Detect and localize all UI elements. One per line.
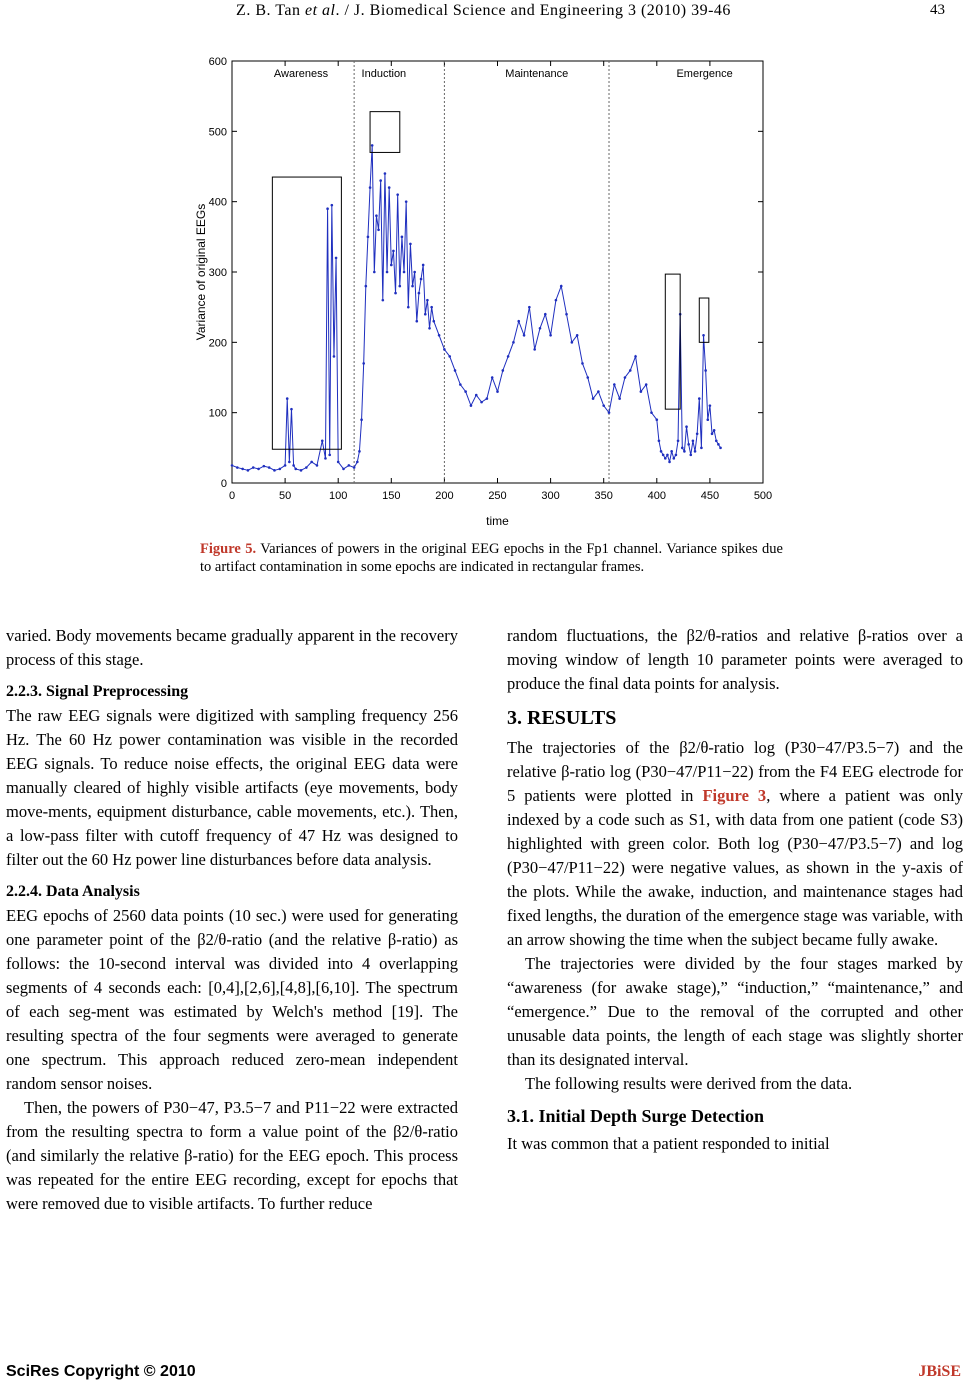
data-point	[432, 320, 435, 323]
data-point	[517, 320, 520, 323]
data-point	[640, 390, 643, 393]
section-heading-2-2-4: 2.2.4. Data Analysis	[6, 883, 140, 900]
data-point	[560, 285, 563, 288]
right-column	[507, 624, 963, 1156]
x-tick-label: 350	[594, 490, 613, 502]
y-axis-label: Variance of original EEGs	[194, 203, 208, 341]
y-tick-label: 200	[208, 337, 227, 350]
data-point	[668, 461, 671, 464]
data-point	[386, 271, 389, 274]
data-point	[424, 313, 427, 316]
data-point	[664, 457, 667, 460]
data-point	[459, 383, 462, 386]
paragraph: EEG epochs of 2560 data points (10 sec.) were used for generating one parameter point of the β2/θ-ratio (and the relative β-ratio) as follows: the 10-second interval was divided into 4 overlapping segments of 4 seconds each: [0,4],[2,6],[4,8],[6,10]. The spectrum of each seg-ment was estimated by Welch's method [19]. The resulting spectra of the four segments were averaged to generate one spectrum. This approach reduced zero-mean independent random sensor noises.	[6, 906, 458, 1093]
data-point	[369, 186, 372, 189]
data-point	[586, 376, 589, 379]
data-point	[709, 404, 712, 407]
data-point	[672, 457, 675, 460]
left-column	[6, 624, 458, 1216]
y-tick-label: 400	[208, 196, 227, 209]
data-point	[373, 271, 376, 274]
section-heading-results: 3. RESULTS	[507, 707, 617, 729]
data-point	[581, 362, 584, 365]
data-point	[613, 383, 616, 386]
data-point	[512, 341, 515, 344]
page-footer	[6, 1363, 961, 1385]
x-tick-label: 300	[541, 490, 560, 502]
data-point	[634, 355, 637, 358]
section-heading-2-2-3: 2.2.3. Signal Preprocessing	[6, 683, 189, 700]
data-point	[409, 243, 412, 246]
data-point	[533, 348, 536, 351]
figure-3-link[interactable]: Figure 3	[702, 786, 767, 805]
data-point	[470, 404, 473, 407]
data-point	[337, 461, 340, 464]
data-point	[362, 362, 365, 365]
data-point	[475, 394, 478, 397]
paragraph: varied. Body movements became gradually apparent in the recovery process of this stage.	[6, 626, 458, 669]
data-point	[310, 461, 313, 464]
data-point	[390, 264, 393, 267]
data-point	[438, 334, 441, 337]
data-point	[290, 408, 293, 411]
y-tick-label: 0	[220, 478, 227, 490]
data-point	[656, 418, 659, 421]
stage-label: Induction	[361, 68, 407, 80]
data-point	[358, 450, 361, 453]
data-point	[502, 369, 505, 372]
data-point	[426, 299, 429, 302]
variance-chart	[190, 50, 780, 540]
data-point	[241, 468, 244, 471]
data-point	[252, 466, 255, 469]
section-heading-3-1: 3.1. Initial Depth Surge Detection	[507, 1106, 764, 1126]
paragraph: The following results were derived from the data.	[525, 1074, 853, 1093]
stage-label: Awareness	[273, 68, 329, 80]
data-point	[677, 440, 680, 443]
data-point	[662, 454, 665, 457]
y-tick-label: 300	[208, 267, 227, 279]
copyright: SciRes Copyright © 2010	[6, 1363, 196, 1380]
data-point	[403, 271, 406, 274]
data-point	[683, 450, 686, 453]
data-point	[326, 207, 329, 210]
paragraph: The raw EEG signals were digitized with sampling frequency 256 Hz. The 60 Hz power contamination was visible in the recorded EEG signals. To reduce noise effects, the original EEG data were manually cleared of highly visible artifacts (eye movements, body move-ments, equipment disturbance, cable movements, etc.). Then, a low-pass filter with cutoff frequency of 47 Hz was designed to filter out the 60 Hz power line disturbances before data analysis.	[6, 706, 458, 869]
data-point	[486, 397, 489, 400]
data-point	[257, 468, 260, 471]
paragraph: It was common that a patient responded to initial	[507, 1134, 830, 1153]
data-point	[398, 285, 401, 288]
artifact-frame	[370, 112, 400, 153]
data-point	[418, 292, 421, 295]
stage-label: Emergence	[676, 68, 733, 80]
data-point	[666, 454, 669, 457]
data-point	[480, 401, 483, 404]
data-point	[443, 348, 446, 351]
x-axis-label: time	[486, 514, 509, 528]
data-point	[491, 376, 494, 379]
data-point	[411, 285, 414, 288]
data-point	[428, 327, 431, 330]
x-tick-label: 150	[382, 490, 401, 502]
data-point	[675, 454, 678, 457]
data-point	[544, 313, 547, 316]
data-point	[658, 440, 661, 443]
data-point	[394, 292, 397, 295]
data-point	[392, 250, 395, 253]
data-point	[379, 179, 382, 182]
data-point	[284, 464, 287, 467]
data-point	[294, 468, 297, 471]
paragraph: The trajectories of the β2/θ-ratio log (P30−47/P3.5−7) and the relative β-ratio log (P30−47/P11−22) from the F4 EEG electrode for 5 patients were plotted in Figure 3, where a patient was only indexed by a code such as S1, with data from one patient (code S3) highlighted with green color. Both log (P30−47/P3.5−7) and log (P30−47/P11−22) were negative values, as shown in the y-axis of the plots. While the awake, induction, and maintenance stages had fixed lengths, the duration of the emergence stage was variable, with an arrow showing the time when the subject became fully awake.	[507, 738, 963, 949]
data-point	[286, 397, 289, 400]
data-point	[700, 447, 703, 450]
x-tick-label: 100	[329, 490, 348, 502]
data-point	[608, 411, 611, 414]
data-point	[335, 257, 338, 260]
x-tick-label: 200	[435, 490, 454, 502]
x-tick-label: 400	[647, 490, 666, 502]
data-point	[713, 429, 716, 432]
caption-label: Figure 5.	[200, 541, 257, 557]
journal-abbrev: JBiSE	[918, 1363, 961, 1380]
data-point	[592, 397, 595, 400]
figure-5	[190, 50, 780, 540]
data-point	[316, 464, 319, 467]
data-point	[333, 355, 336, 358]
caption-text: Variances of powers in the original EEG epochs in the Fp1 channel. Variance spikes due to artifact contamination in some epochs are indicated in rectangular frames.	[200, 541, 783, 575]
data-point	[645, 383, 648, 386]
page-number: 43	[930, 2, 945, 18]
data-point	[288, 461, 291, 464]
data-point	[681, 447, 684, 450]
data-point	[401, 236, 404, 239]
data-point	[236, 466, 239, 469]
data-point	[328, 454, 331, 457]
data-point	[692, 440, 695, 443]
data-point	[715, 440, 718, 443]
data-point	[719, 447, 722, 450]
paragraph: Then, the powers of P30−47, P3.5−7 and P11−22 were extracted from the resulting spectra to form a value point of the β2/θ-ratio (and similarly the relative β-ratio) for the EEG epoch. This process was repeated for the entire EEG recording, except for epochs that were removed due to visible artifacts. To further reduce	[6, 1098, 458, 1213]
data-point	[629, 369, 632, 372]
data-point	[706, 418, 709, 421]
data-point	[321, 440, 324, 443]
data-point	[549, 334, 552, 337]
data-point	[555, 299, 558, 302]
data-point	[624, 376, 627, 379]
data-point	[422, 264, 425, 267]
data-point	[670, 450, 673, 453]
running-header	[0, 2, 967, 24]
data-point	[263, 465, 266, 468]
y-tick-label: 500	[208, 126, 227, 139]
artifact-frame	[665, 274, 680, 409]
data-point	[377, 229, 380, 232]
data-point	[576, 334, 579, 337]
data-point	[650, 411, 653, 414]
data-point	[496, 390, 499, 393]
data-point	[231, 464, 234, 467]
running-title: Z. B. Tan et al. / J. Biomedical Science and Engineering 3 (2010) 39-46	[236, 2, 731, 19]
data-point	[360, 418, 363, 421]
data-point	[367, 236, 370, 239]
data-point	[384, 172, 387, 175]
x-tick-label: 500	[753, 490, 773, 502]
data-point	[305, 466, 308, 469]
data-point	[711, 432, 714, 435]
data-point	[382, 299, 385, 302]
data-point	[407, 306, 410, 309]
y-tick-label: 600	[208, 56, 227, 68]
data-point	[602, 404, 605, 407]
x-tick-label: 250	[488, 490, 507, 502]
data-point	[348, 464, 351, 467]
y-tick-label: 100	[208, 407, 227, 420]
data-point	[300, 469, 303, 472]
data-point	[278, 468, 281, 471]
data-point	[464, 390, 467, 393]
x-tick-label: 450	[700, 490, 720, 502]
x-tick-label: 0	[228, 490, 236, 502]
data-point	[660, 450, 663, 453]
data-point	[523, 334, 526, 337]
data-point	[717, 443, 720, 446]
data-point	[571, 341, 574, 344]
data-point	[247, 469, 250, 472]
paragraph: The trajectories were divided by the four stages marked by “awareness (for awake stage),” “induction,” “maintenance,” and “emergence.” Due to the removal of the corrupted and other unusable data points, the length of each stage was slightly shorter than its designated interval.	[507, 954, 963, 1069]
data-point	[375, 214, 378, 217]
data-point	[597, 390, 600, 393]
data-point	[694, 450, 697, 453]
data-point	[507, 355, 510, 358]
data-point	[685, 425, 688, 428]
data-point	[396, 193, 399, 196]
data-point	[371, 144, 374, 147]
paragraph: random fluctuations, the β2/θ-ratios and relative β-ratios over a moving window of length 10 parameter points were averaged to produce the final data points for analysis.	[507, 626, 963, 693]
data-point	[268, 466, 271, 469]
data-point	[324, 457, 327, 460]
data-point	[420, 278, 423, 281]
data-point	[448, 355, 451, 358]
x-tick-label: 50	[278, 490, 292, 502]
data-point	[356, 461, 359, 464]
plot-frame	[232, 61, 763, 483]
data-point	[342, 468, 345, 471]
data-point	[698, 397, 701, 400]
data-point	[539, 327, 542, 330]
data-point	[689, 454, 692, 457]
data-point	[365, 285, 368, 288]
figure-caption	[200, 540, 783, 576]
data-point	[415, 320, 418, 323]
data-point	[704, 369, 707, 372]
data-point	[353, 466, 356, 469]
data-point	[696, 432, 699, 435]
data-point	[388, 186, 391, 189]
stage-label: Maintenance	[505, 68, 569, 80]
series-line	[232, 145, 721, 470]
data-point	[618, 397, 621, 400]
data-point	[292, 464, 295, 467]
data-point	[528, 306, 531, 309]
data-point	[454, 369, 457, 372]
data-point	[687, 443, 690, 446]
data-point	[702, 334, 705, 337]
data-point	[430, 306, 433, 309]
data-point	[565, 313, 568, 316]
data-point	[413, 271, 416, 274]
data-point	[331, 204, 334, 207]
data-point	[273, 469, 276, 472]
data-point	[405, 200, 408, 203]
